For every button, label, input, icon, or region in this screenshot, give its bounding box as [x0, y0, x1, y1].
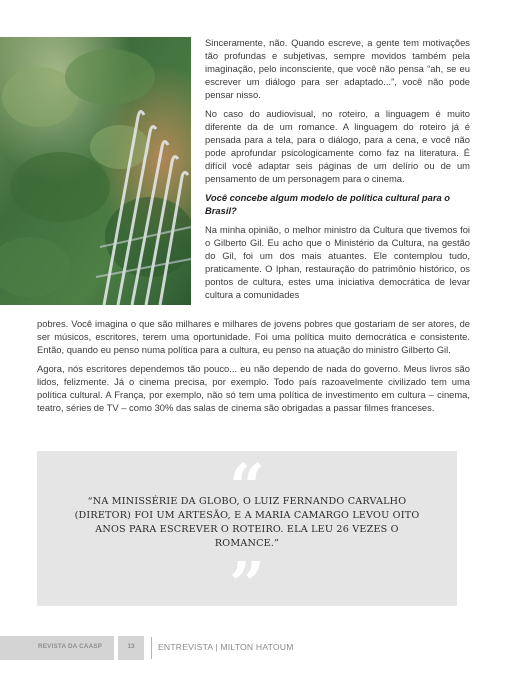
pull-quote-box	[37, 450, 457, 621]
paragraph: Sinceramente, não. Quando escreve, a gente tem motivações tão profundas e subjetivas, sempre movidos também pela imaginação, pelo inconsciente, que você não pensa “ah, se eu escrever um diálogo para ser adaptado...”, você não pode pensar nisso.	[205, 37, 470, 100]
page-number: 13	[127, 643, 135, 650]
right-column	[205, 36, 470, 301]
close-quote-icon: ”	[229, 548, 265, 621]
interview-question: Você concebe algum modelo de política cultural para o Brasil?	[205, 192, 451, 216]
paragraph: pobres. Você imagina o que são milhares e milhares de jovens pobres que gostariam de ser atores, de ser músicos, escritores, terem uma oportunidade. Foi uma política muito democrática e consistente. Então, quando eu penso numa política para a cultura, eu penso na atuação do ministro Gilberto Gil.	[37, 318, 470, 355]
magazine-name: REVISTA DA CAASP	[38, 643, 103, 650]
open-quote-icon: “	[229, 450, 265, 523]
paragraph: No caso do audiovisual, no roteiro, a linguagem é muito diferente da de um romance. A linguagem do roteiro já é pensada para a tela, para o diálogo, para a cena, e você não pode aprofundar psicologicamente como faz na literatura. É difícil você adaptar seis páginas de um delírio ou de um pensamento de um personagem para o cinema.	[205, 108, 470, 184]
paragraph: Na minha opinião, o melhor ministro da Cultura que tivemos foi o Gilberto Gil. Eu acho que o Ministério da Cultura, na gestão do Gil, foi um dos mais atuantes. Ele contemplou tudo, praticamente. O Iphan, restauração do patrimônio histórico, os pontos de cultura, estes uma iniciativa democrática de levar cultura a comunidades	[205, 224, 470, 300]
photo-green-foliage-fence	[0, 37, 191, 305]
pull-quote-text: “NA MINISSÉRIE DA GLOBO, O LUIZ FERNANDO CARVALHO (DIRETOR) FOI UM ARTESÃO, E A MARIA CAMARGO LEVOU OITO ANOS PARA ESCREVER O ROTEIRO. ELA LEU 26 VEZES O ROMANCE.”	[74, 496, 420, 549]
section-title: ENTREVISTA | MILTON HATOUM	[158, 642, 294, 652]
page-footer	[0, 636, 508, 660]
footer-divider	[151, 637, 152, 659]
paragraph: Agora, nós escritores dependemos tão pouco... eu não dependo de nada do governo. Meus livros são lidos, felizmente. Já o cinema precisa, por exemplo. Todo país razoavelmente civilizado tem uma política cultural. A França, por exemplo, não só tem uma política de investimento em cultura – cinema, teatro, séries de TV – como 30% das salas de cinema são obrigadas a passar filmes franceses.	[37, 363, 470, 413]
page-number-box	[118, 636, 144, 660]
magazine-name-box	[0, 636, 114, 660]
full-width-text	[37, 317, 470, 414]
